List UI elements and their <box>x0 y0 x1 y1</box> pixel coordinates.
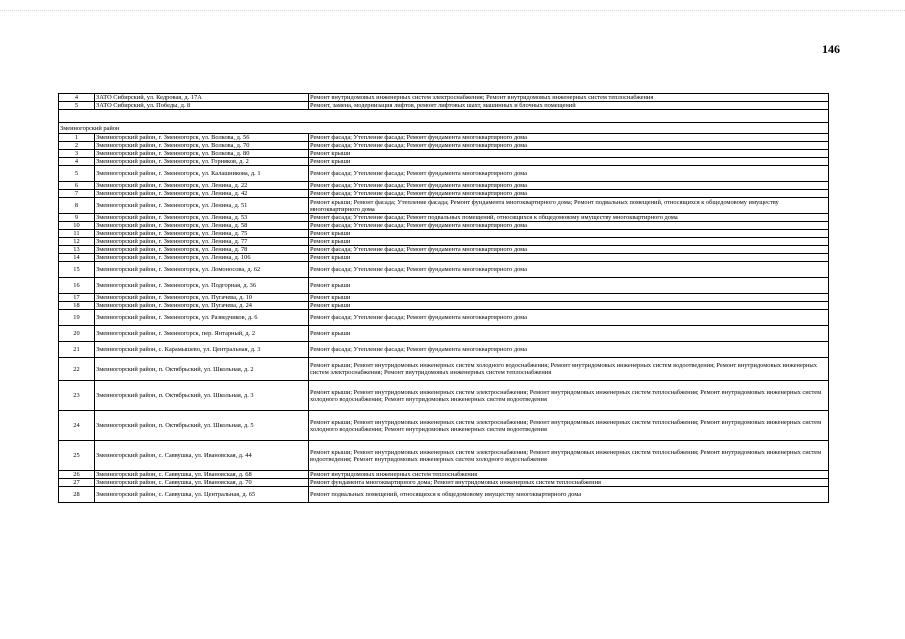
table-row <box>59 102 829 110</box>
row-works: Ремонт крыши; Ремонт фасада; Утепление фасада; Ремонт фундамента многоквартирного дома; Ремонт подвальных помещений, относящихся к общедомовому имуществу многоквартирного дома <box>309 198 829 214</box>
row-address: Змеиногорский район, г. Змеиногорск, ул. Калашникова, д. 1 <box>95 166 309 182</box>
table-row <box>59 310 829 326</box>
row-address: Змеиногорский район, г. Змеиногорск, ул. Ленина, д. 58 <box>95 222 309 230</box>
row-works: Ремонт крыши; Ремонт внутридомовых инженерных систем электроснабжения; Ремонт внутридомовых инженерных систем теплоснабжения; Ремонт внутридомовых инженерных систем холодного водоснабжения; Ремонт внутридомовых инженерных систем водоотведения <box>309 381 829 411</box>
table-row <box>59 142 829 150</box>
table-row <box>59 246 829 254</box>
row-works: Ремонт фасада; Утепление фасада; Ремонт фундамента многоквартирного дома <box>309 246 829 254</box>
row-number: 5 <box>59 166 95 182</box>
table-row <box>59 198 829 214</box>
table-row <box>59 182 829 190</box>
table-row <box>59 158 829 166</box>
row-number: 18 <box>59 302 95 310</box>
row-address: Змеиногорский район, г. Змеиногорск, ул. Подгорная, д. 36 <box>95 278 309 294</box>
row-number: 20 <box>59 326 95 342</box>
row-number: 10 <box>59 222 95 230</box>
table-row <box>59 342 829 358</box>
row-works: Ремонт крыши <box>309 278 829 294</box>
row-works: Ремонт крыши <box>309 294 829 302</box>
row-works: Ремонт крыши <box>309 326 829 342</box>
table-section-top <box>59 94 829 110</box>
row-number: 4 <box>59 158 95 166</box>
row-works: Ремонт фасада; Утепление фасада; Ремонт фундамента многоквартирного дома <box>309 166 829 182</box>
region-header-section <box>59 110 829 134</box>
row-works: Ремонт фасада; Утепление фасада; Ремонт фундамента многоквартирного дома <box>309 182 829 190</box>
table-row <box>59 326 829 342</box>
row-address: Змеиногорский район, п. Октябрьский, ул. Школьная, д. 2 <box>95 358 309 381</box>
row-address: Змеиногорский район, г. Змеиногорск, ул. Ленина, д. 42 <box>95 190 309 198</box>
table-row <box>59 166 829 182</box>
row-number: 27 <box>59 479 95 487</box>
row-address: Змеиногорский район, г. Змеиногорск, ул. Разведчиков, д. 6 <box>95 310 309 326</box>
row-works: Ремонт крыши <box>309 254 829 262</box>
table-row <box>59 190 829 198</box>
page-number: 146 <box>822 42 840 56</box>
row-number: 7 <box>59 190 95 198</box>
table-row <box>59 150 829 158</box>
row-works: Ремонт внутридомовых инженерных систем электроснабжения; Ремонт внутридомовых инженерных систем теплоснабжения <box>309 94 829 102</box>
row-number: 16 <box>59 278 95 294</box>
row-number: 22 <box>59 358 95 381</box>
table-row <box>59 358 829 381</box>
row-address: Змеиногорский район, г. Змеиногорск, ул. Ленина, д. 51 <box>95 198 309 214</box>
row-number: 11 <box>59 230 95 238</box>
table-row <box>59 487 829 503</box>
table-row <box>59 222 829 230</box>
row-works: Ремонт фасада; Утепление фасада; Ремонт фундамента многоквартирного дома <box>309 190 829 198</box>
row-number: 5 <box>59 102 95 110</box>
row-address: Змеиногорский район, г. Змеиногорск, ул. Ленина, д. 53 <box>95 214 309 222</box>
table-row <box>59 381 829 411</box>
row-address: Змеиногорский район, г. Змеиногорск, ул. Пугачева, д. 10 <box>95 294 309 302</box>
row-number: 6 <box>59 182 95 190</box>
row-address: Змеиногорский район, с. Саввушка, ул. Ивановская, д. 70 <box>95 479 309 487</box>
row-number: 24 <box>59 411 95 441</box>
table-row <box>59 411 829 441</box>
row-address: Змеиногорский район, п. Октябрьский, ул. Школьная, д. 5 <box>95 411 309 441</box>
row-number: 1 <box>59 134 95 142</box>
row-number: 26 <box>59 471 95 479</box>
row-address: Змеиногорский район, п. Октябрьский, ул. Школьная, д. 3 <box>95 381 309 411</box>
scan-edge-line <box>0 10 905 12</box>
row-address: Змеиногорский район, г. Змеиногорск, ул. Ленина, д. 106 <box>95 254 309 262</box>
row-number: 21 <box>59 342 95 358</box>
row-works: Ремонт фасада; Утепление фасада; Ремонт фундамента многоквартирного дома <box>309 134 829 142</box>
row-works: Ремонт фасада; Утепление фасада; Ремонт подвальных помещений, относящихся к общедомовому имуществу многоквартирного дома <box>309 214 829 222</box>
row-address: Змеиногорский район, г. Змеиногорск, ул. Волкова, д. 56 <box>95 134 309 142</box>
row-address: Змеиногорский район, с. Карамышево, ул. Центральная, д. 3 <box>95 342 309 358</box>
row-works: Ремонт подвальных помещений, относящихся к общедомовому имуществу многоквартирного дома <box>309 487 829 503</box>
row-number: 15 <box>59 262 95 278</box>
row-works: Ремонт фасада; Утепление фасада; Ремонт фундамента многоквартирного дома <box>309 142 829 150</box>
row-address: ЗАТО Сибирский, ул. Кедровая, д. 17А <box>95 94 309 102</box>
table-section-region <box>59 134 829 503</box>
row-address: Змеиногорский район, г. Змеиногорск, ул. Волкова, д. 70 <box>95 142 309 150</box>
row-number: 28 <box>59 487 95 503</box>
row-number: 17 <box>59 294 95 302</box>
table-row <box>59 254 829 262</box>
row-works: Ремонт крыши; Ремонт внутридомовых инженерных систем электроснабжения; Ремонт внутридомовых инженерных систем теплоснабжения; Ремонт внутридомовых инженерных систем водоотведения; Ремонт внутридомовых инженерных систем холодного водоснабжения <box>309 441 829 471</box>
row-works: Ремонт крыши; Ремонт внутридомовых инженерных систем электроснабжения; Ремонт внутридомовых инженерных систем теплоснабжения; Ремонт внутридомовых инженерных систем холодного водоснабжения; Ремонт внутридомовых инженерных систем водоотведения <box>309 411 829 441</box>
row-address: ЗАТО Сибирский, ул. Победы, д. 8 <box>95 102 309 110</box>
row-address: Змеиногорский район, с. Саввушка, ул. Ивановская, д. 44 <box>95 441 309 471</box>
row-works: Ремонт фасада; Утепление фасада; Ремонт фундамента многоквартирного дома <box>309 222 829 230</box>
row-works: Ремонт внутридомовых инженерных систем теплоснабжения <box>309 471 829 479</box>
row-address: Змеиногорский район, г. Змеиногорск, ул. Ленина, д. 78 <box>95 246 309 254</box>
row-works: Ремонт крыши <box>309 238 829 246</box>
row-number: 14 <box>59 254 95 262</box>
row-number: 23 <box>59 381 95 411</box>
row-number: 4 <box>59 94 95 102</box>
row-works: Ремонт, замена, модернизация лифтов, ремонт лифтовых шахт, машинных и блочных помещений <box>309 102 829 110</box>
row-works: Ремонт фасада; Утепление фасада; Ремонт фундамента многоквартирного дома <box>309 310 829 326</box>
table-row <box>59 294 829 302</box>
row-number: 25 <box>59 441 95 471</box>
table-row <box>59 238 829 246</box>
table-row <box>59 230 829 238</box>
row-address: Змеиногорский район, г. Змеиногорск, ул. Пугачева, д. 24 <box>95 302 309 310</box>
row-address: Змеиногорский район, с. Саввушка, ул. Центральная, д. 65 <box>95 487 309 503</box>
row-address: Змеиногорский район, с. Саввушка, ул. Ивановская, д. 68 <box>95 471 309 479</box>
table-row <box>59 134 829 142</box>
row-works: Ремонт крыши <box>309 302 829 310</box>
table-row <box>59 214 829 222</box>
repair-table <box>58 93 829 503</box>
row-address: Змеиногорский район, г. Змеиногорск, ул. Ломоносова, д. 62 <box>95 262 309 278</box>
table-row <box>59 471 829 479</box>
region-title: Змеиногорский район <box>59 123 829 134</box>
row-number: 19 <box>59 310 95 326</box>
row-number: 13 <box>59 246 95 254</box>
row-works: Ремонт крыши <box>309 230 829 238</box>
row-address: Змеиногорский район, г. Змеиногорск, ул. Ленина, д. 77 <box>95 238 309 246</box>
row-works: Ремонт фундамента многоквартирного дома; Ремонт внутридомовых инженерных систем теплоснабжения <box>309 479 829 487</box>
row-address: Змеиногорский район, г. Змеиногорск, ул. Волкова, д. 80 <box>95 150 309 158</box>
row-works: Ремонт крыши <box>309 150 829 158</box>
table-row <box>59 278 829 294</box>
row-address: Змеиногорский район, г. Змеиногорск, ул. Горняков, д. 2 <box>95 158 309 166</box>
row-number: 3 <box>59 150 95 158</box>
row-address: Змеиногорский район, г. Змеиногорск, пер. Янтарный, д. 2 <box>95 326 309 342</box>
table-row <box>59 302 829 310</box>
row-number: 8 <box>59 198 95 214</box>
row-number: 12 <box>59 238 95 246</box>
row-address: Змеиногорский район, г. Змеиногорск, ул. Ленина, д. 22 <box>95 182 309 190</box>
row-number: 2 <box>59 142 95 150</box>
table-row <box>59 441 829 471</box>
row-works: Ремонт крыши <box>309 158 829 166</box>
row-works: Ремонт крыши; Ремонт внутридомовых инженерных систем холодного водоснабжения; Ремонт внутридомовых инженерных систем водоотведения; Ремонт внутридомовых инженерных систем электроснабжения; Ремонт внутридомовых инженерных систем теплоснабжения <box>309 358 829 381</box>
row-number: 9 <box>59 214 95 222</box>
row-works: Ремонт фасада; Утепление фасада; Ремонт фундамента многоквартирного дома <box>309 342 829 358</box>
table-row <box>59 262 829 278</box>
row-works: Ремонт фасада; Утепление фасада; Ремонт фундамента многоквартирного дома <box>309 262 829 278</box>
table-row <box>59 479 829 487</box>
document-sheet <box>58 93 828 503</box>
row-address: Змеиногорский район, г. Змеиногорск, ул. Ленина, д. 75 <box>95 230 309 238</box>
table-row <box>59 94 829 102</box>
